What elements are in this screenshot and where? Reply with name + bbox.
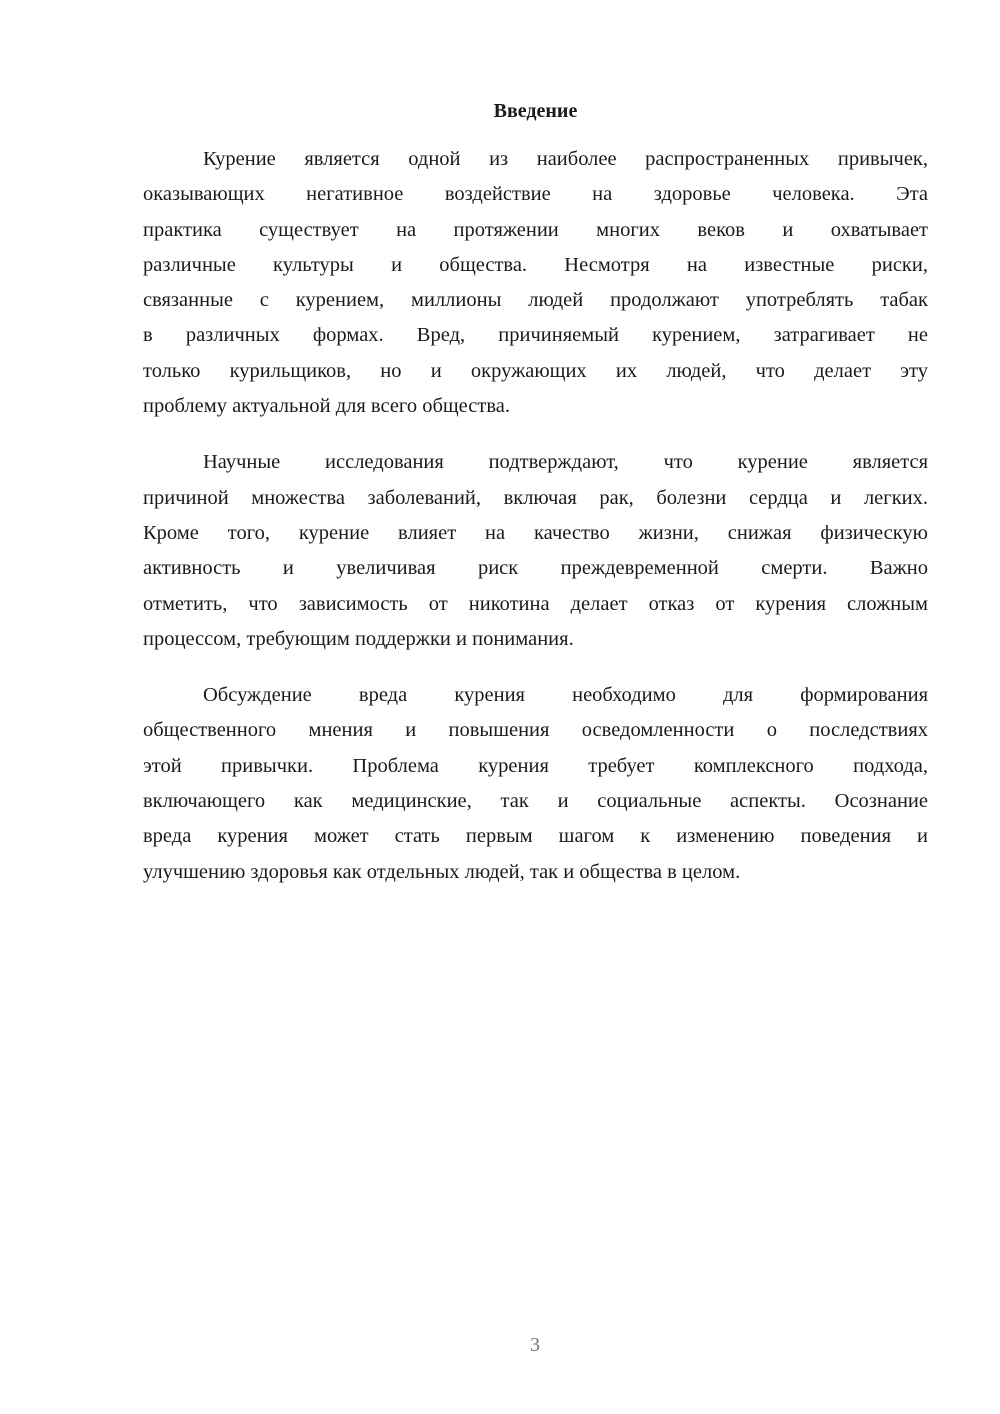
text-line: отметить, что зависимость от никотина делает отказ от курения сложным xyxy=(143,592,928,615)
text-line: активность и увеличивая риск преждевременной смерти. Важно xyxy=(143,557,928,580)
text-line: практика существует на протяжении многих веков и охватывает xyxy=(143,218,928,241)
text-line: Кроме того, курение влияет на качество жизни, снижая физическую xyxy=(143,521,928,544)
text-line: в различных формах. Вред, причиняемый курением, затрагивает не xyxy=(143,324,928,347)
text-line: различные культуры и общества. Несмотря на известные риски, xyxy=(143,253,928,276)
text-line: улучшению здоровья как отдельных людей, так и общества в целом. xyxy=(143,860,741,883)
document-body xyxy=(143,142,928,911)
section-heading: Введение xyxy=(493,100,578,122)
text-line: Научные исследования подтверждают, что курение является xyxy=(203,451,928,474)
text-line: включающего как медицинские, так и социальные аспекты. Осознание xyxy=(143,790,928,813)
paragraph xyxy=(143,445,928,657)
text-line: связанные с курением, миллионы людей продолжают употреблять табак xyxy=(143,289,928,312)
text-line: только курильщиков, но и окружающих их людей, что делает эту xyxy=(143,359,928,382)
text-line: оказывающих негативное воздействие на здоровье человека. Эта xyxy=(143,183,928,206)
text-line: процессом, требующим поддержки и понимания. xyxy=(143,627,574,650)
text-line: проблему актуальной для всего общества. xyxy=(143,395,510,418)
text-line: вреда курения может стать первым шагом к изменению поведения и xyxy=(143,825,928,848)
text-line: Курение является одной из наиболее распространенных привычек, xyxy=(203,148,928,170)
text-line: причиной множества заболеваний, включая рак, болезни сердца и легких. xyxy=(143,486,928,509)
text-line: общественного мнения и повышения осведомленности о последствиях xyxy=(143,719,928,742)
page-number: 3 xyxy=(530,1334,540,1356)
paragraph xyxy=(143,142,928,424)
text-line: этой привычки. Проблема курения требует комплексного подхода, xyxy=(143,754,928,777)
text-line: Обсуждение вреда курения необходимо для формирования xyxy=(203,684,928,707)
paragraph xyxy=(143,678,928,890)
